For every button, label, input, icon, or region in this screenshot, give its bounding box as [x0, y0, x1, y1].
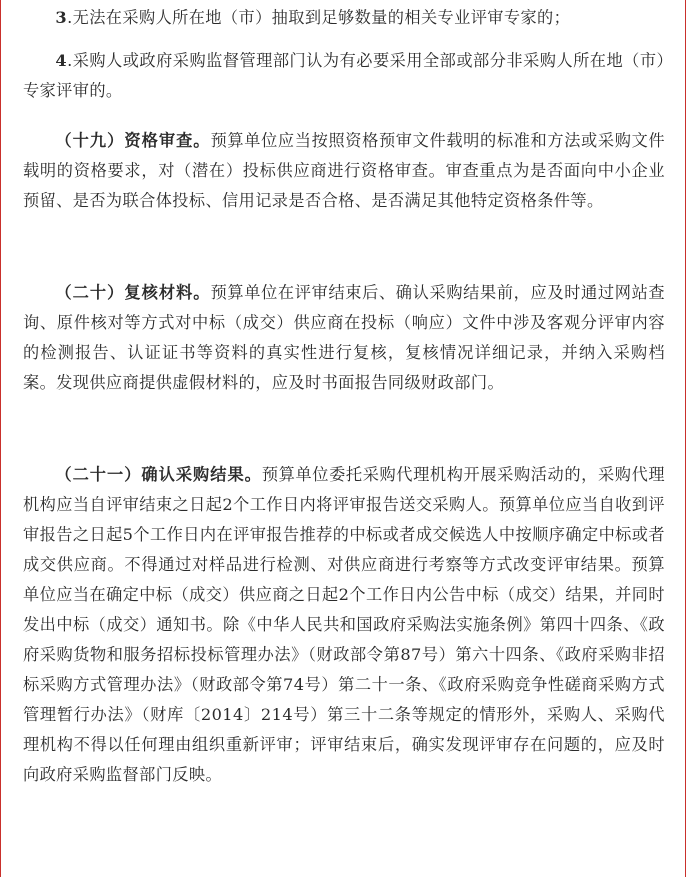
- section-body: 预算单位应当按照资格预审文件载明的标准和方法或采购文件载明的资格要求，对（潜在）投标供应商进行资格审查。审查重点为是否面向中小企业预留、是否为联合体投标、信用记录是否合格、是否满足其他特定资格条件等。: [23, 131, 665, 210]
- list-item-number: 4: [55, 51, 68, 70]
- section-heading: （二十一）确认采购结果。: [55, 465, 262, 484]
- list-item-number: 3: [55, 8, 68, 27]
- section-qualification-review: [23, 126, 665, 216]
- section-material-review: [23, 278, 665, 398]
- section-body: 预算单位委托采购代理机构开展采购活动的，采购代理机构应当自评审结束之日起2个工作日内将评审报告送交采购人。预算单位应当自收到评审报告之日起5个工作日内在评审报告推荐的中标或者成交候选人中按顺序确定中标或者成交供应商。不得通过对样品进行检测、对供应商进行考察等方式改变评审结果。预算单位应当在确定中标（成交）供应商之日起2个工作日内公告中标（成交）结果，并同时发出中标（成交）通知书。除《中华人民共和国政府采购法实施条例》第四十四条、《政府采购货物和服务招标投标管理办法》（财政部令第87号）第六十四条、《政府采购非招标采购方式管理办法》（财政部令第74号）第二十一条、《政府采购竞争性磋商采购方式管理暂行办法》（财库〔2014〕214号）第三十二条等规定的情形外，采购人、采购代理机构不得以任何理由组织重新评审；评审结束后，确实发现评审存在问题的，应及时向政府采购监督部门反映。: [23, 465, 665, 784]
- list-item-4: [23, 46, 665, 106]
- section-heading: （二十）复核材料。: [55, 283, 211, 302]
- list-item-text: .无法在采购人所在地（市）抽取到足够数量的相关专业评审专家的；: [67, 8, 571, 27]
- section-confirm-results: [23, 460, 665, 790]
- list-item-3: [23, 3, 665, 33]
- list-item-text: .采购人或政府采购监督管理部门认为有必要采用全部或部分非采购人所在地（市）专家评审的。: [23, 51, 665, 100]
- section-heading: （十九）资格审查。: [55, 131, 211, 150]
- section-body: 预算单位在评审结束后、确认采购结果前，应及时通过网站查询、原件核对等方式对中标（成交）供应商在投标（响应）文件中涉及客观分评审内容的检测报告、认证证书等资料的真实性进行复核，复核情况详细记录，并纳入采购档案。发现供应商提供虚假材料的，应及时书面报告同级财政部门。: [23, 283, 665, 392]
